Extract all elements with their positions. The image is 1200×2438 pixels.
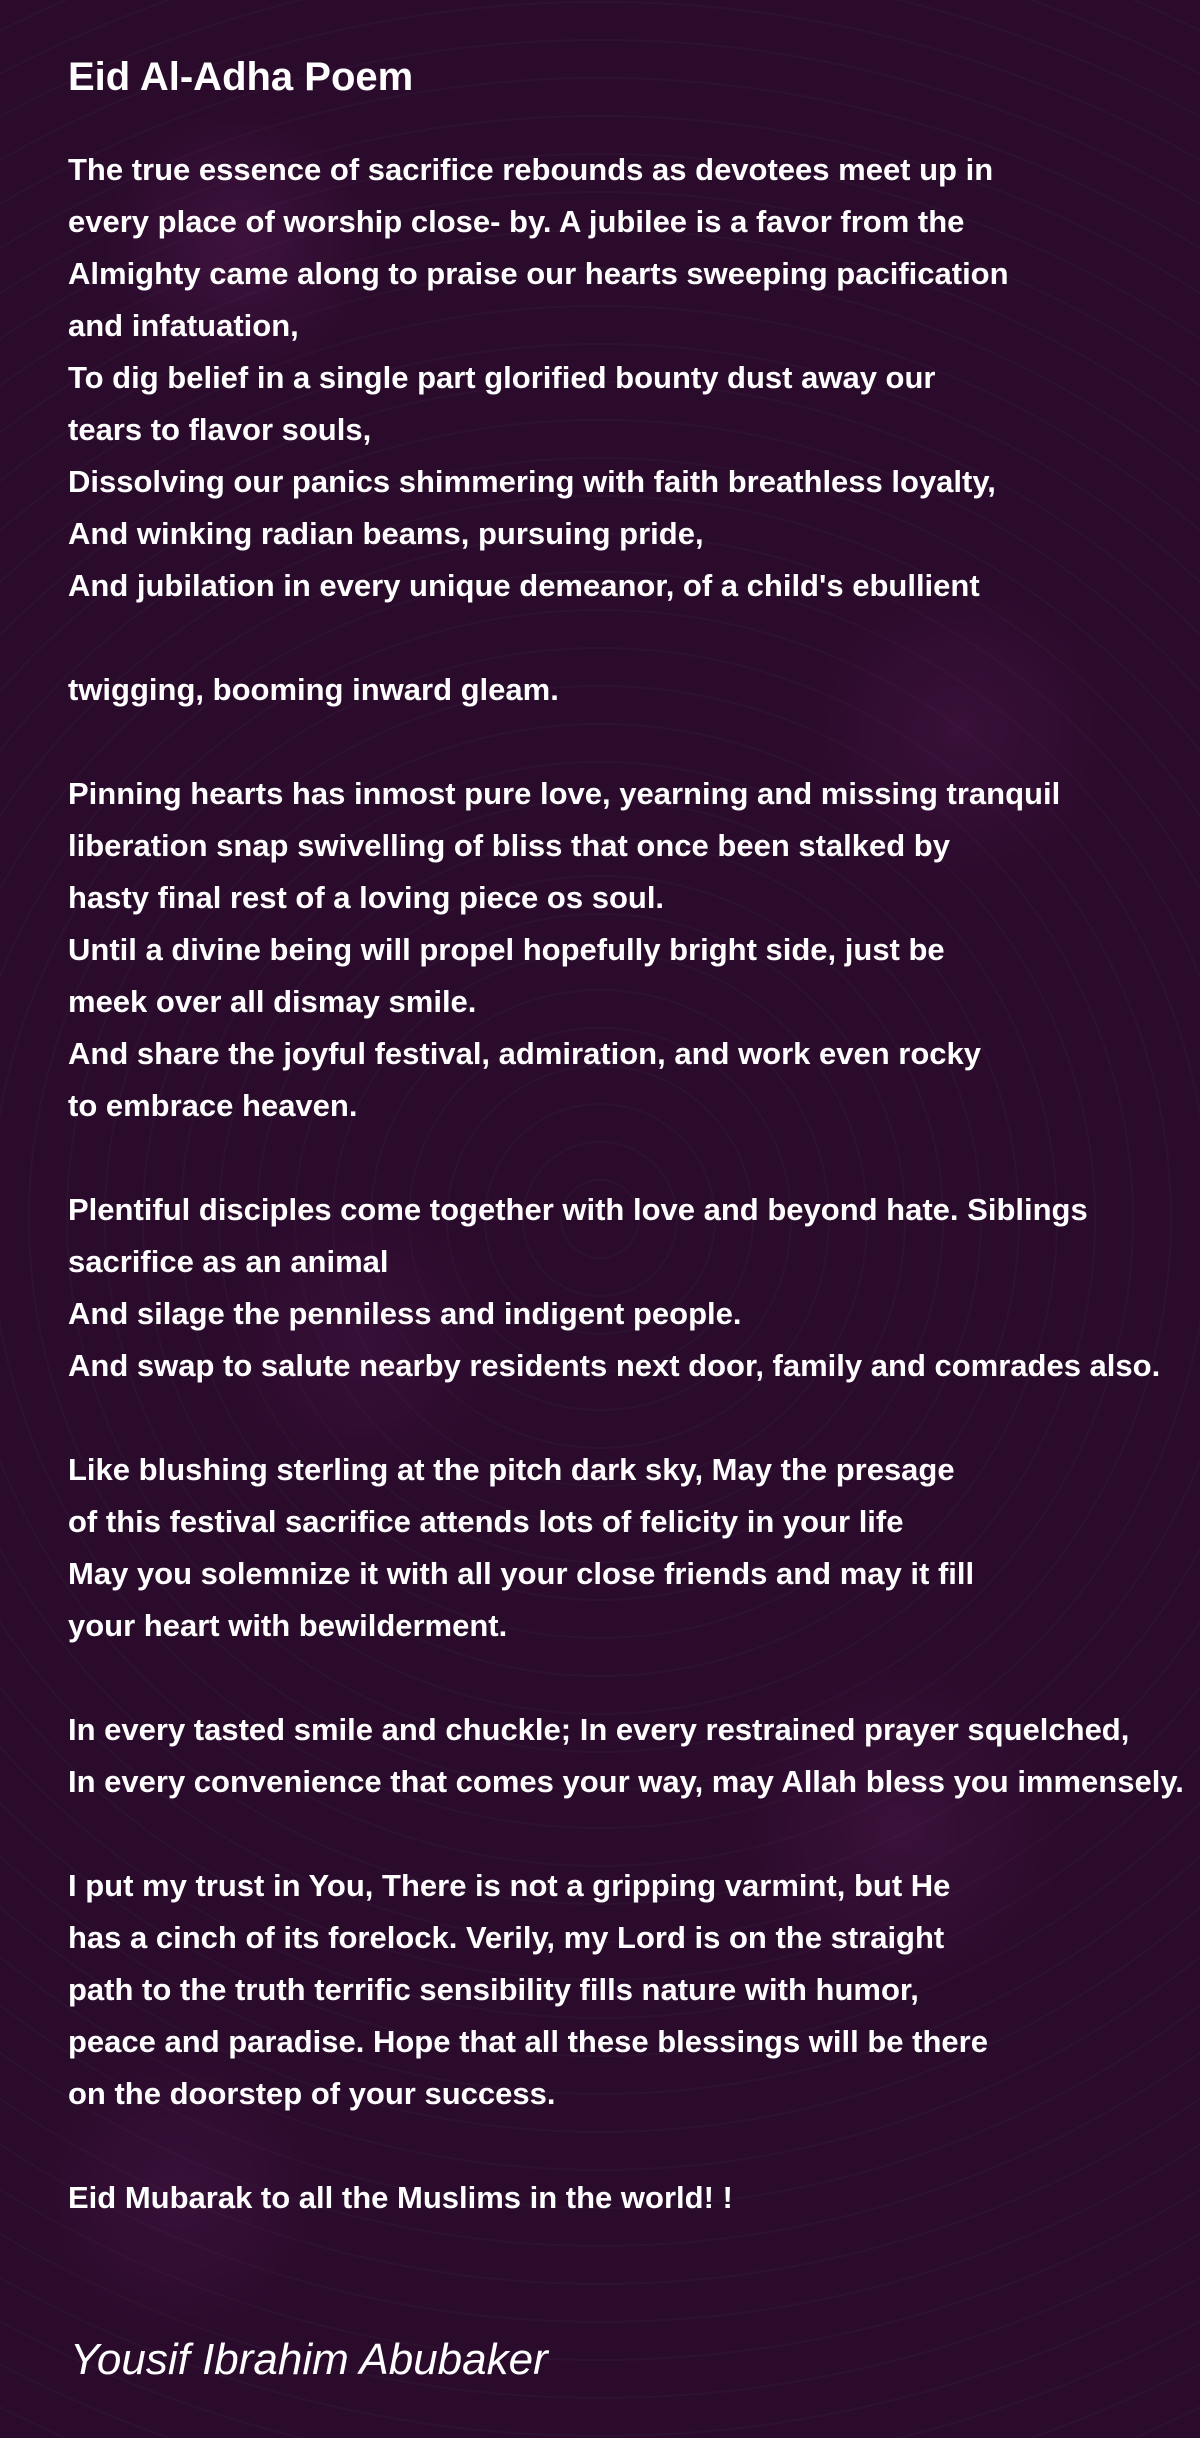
poem-line: I put my trust in You, There is not a gripping varmint, but He	[68, 1868, 951, 1903]
poem-line: of this festival sacrifice attends lots of felicity in your life	[68, 1504, 904, 1539]
poem-line: has a cinch of its forelock. Verily, my Lord is on the straight	[68, 1920, 945, 1955]
poem-line: path to the truth terrific sensibility fills nature with humor,	[68, 1972, 919, 2007]
poem-line: And swap to salute nearby residents next door, family and comrades also.	[68, 1348, 1161, 1383]
poem-line: twigging, booming inward gleam.	[68, 672, 559, 707]
poem-line: In every tasted smile and chuckle; In every restrained prayer squelched,	[68, 1712, 1130, 1747]
poem-line	[68, 612, 1200, 664]
poem-container	[68, 44, 1200, 2224]
poem-line: sacrifice as an animal	[68, 1244, 389, 1279]
poem-line: meek over all dismay smile.	[68, 984, 477, 1019]
poem-line	[68, 2120, 1200, 2172]
poem-line: And jubilation in every unique demeanor, of a child's ebullient	[68, 568, 980, 603]
poem-line: Eid Mubarak to all the Muslims in the world! !	[68, 2180, 733, 2215]
author-name: Yousif Ibrahim Abubaker	[70, 2335, 548, 2384]
poem-line: In every convenience that comes your way, may Allah bless you immensely.	[68, 1764, 1184, 1799]
poem-line: liberation snap swivelling of bliss that once been stalked by	[68, 828, 950, 863]
poem-line: Pinning hearts has inmost pure love, yearning and missing tranquil	[68, 776, 1061, 811]
poem-line: And share the joyful festival, admiration, and work even rocky	[68, 1036, 982, 1071]
poem-line	[68, 1652, 1200, 1704]
poem-line: your heart with bewilderment.	[68, 1608, 508, 1643]
poem-line: peace and paradise. Hope that all these blessings will be there	[68, 2024, 988, 2059]
poem-line: on the doorstep of your success.	[68, 2076, 556, 2111]
poem-line: To dig belief in a single part glorified bounty dust away our	[68, 360, 936, 395]
poem-line: every place of worship close- by. A jubilee is a favor from the	[68, 204, 965, 239]
poem-line: The true essence of sacrifice rebounds as devotees meet up in	[68, 152, 994, 187]
poem-line: to embrace heaven.	[68, 1088, 358, 1123]
poem-line: Until a divine being will propel hopefully bright side, just be	[68, 932, 945, 967]
poem-line: tears to flavor souls,	[68, 412, 372, 447]
poem-line: Dissolving our panics shimmering with faith breathless loyalty,	[68, 464, 996, 499]
poem-line: And winking radian beams, pursuing pride,	[68, 516, 704, 551]
poem-line: Almighty came along to praise our hearts sweeping pacification	[68, 256, 1009, 291]
poem-title: Eid Al-Adha Poem	[68, 55, 414, 99]
poem-line	[68, 716, 1200, 768]
poem-line: and infatuation,	[68, 308, 299, 343]
poem-line: Like blushing sterling at the pitch dark sky, May the presage	[68, 1452, 955, 1487]
poem-line	[68, 1392, 1200, 1444]
poem-line: Plentiful disciples come together with love and beyond hate. Siblings	[68, 1192, 1088, 1227]
poem-line: hasty final rest of a loving piece os soul.	[68, 880, 665, 915]
poem-line	[68, 1808, 1200, 1860]
poem-line: May you solemnize it with all your close friends and may it fill	[68, 1556, 975, 1591]
poem-line	[68, 1132, 1200, 1184]
poem-body	[68, 144, 1200, 2224]
poem-line: And silage the penniless and indigent people.	[68, 1296, 742, 1331]
